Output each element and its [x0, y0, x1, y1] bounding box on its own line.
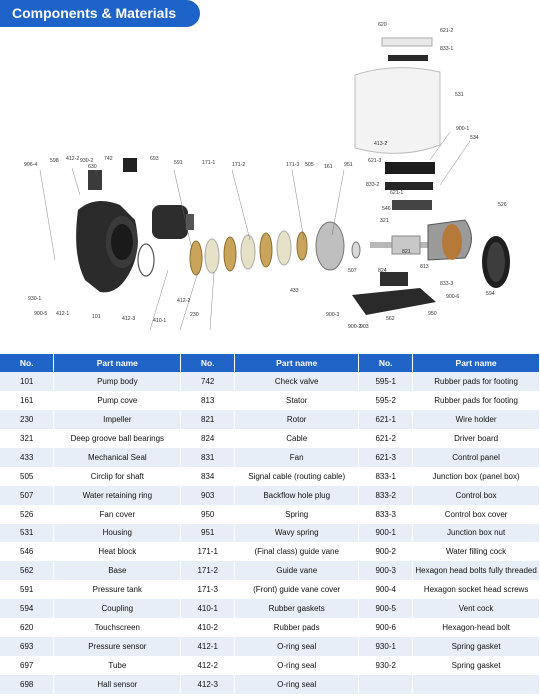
part-name: Wire holder	[413, 410, 540, 429]
part-name: Impeller	[54, 410, 181, 429]
part-number: 230	[0, 410, 54, 429]
part-number: 410-1	[181, 599, 235, 618]
callout-620: 620	[378, 22, 387, 28]
callout-930-1: 930-1	[28, 296, 42, 302]
callout-412-2-lower: 412-2	[177, 298, 191, 304]
callout-161: 161	[324, 164, 333, 170]
part-number: 321	[0, 429, 54, 448]
part-name: Spring gasket	[413, 656, 540, 675]
part-name: Junction box (panel box)	[413, 467, 540, 486]
part-name: Check valve	[235, 372, 359, 391]
table-row	[0, 372, 540, 391]
part-name: Water retaining ring	[54, 486, 181, 505]
callout-412-3: 412-3	[122, 316, 136, 322]
part-number: 930-1	[359, 637, 413, 656]
part-name: Control box cover	[413, 505, 540, 524]
callout-410-1: 410-1	[153, 318, 167, 324]
callout-900-5: 900-5	[34, 311, 48, 317]
part-name: Hexagon socket head screws	[413, 580, 540, 599]
header-part-name-1: Part name	[54, 354, 181, 372]
part-number: 693	[0, 637, 54, 656]
callout-813: 813	[420, 264, 429, 270]
callout-621-2: 621-2	[440, 28, 454, 34]
part-number: 900-2	[359, 542, 413, 561]
parts-table	[0, 354, 540, 694]
callout-900-3: 900-3	[326, 312, 340, 318]
part-number: 824	[181, 429, 235, 448]
callout-906-4: 906-4	[24, 162, 38, 168]
header-no-1: No.	[0, 354, 54, 372]
callout-433: 433	[290, 288, 299, 294]
callout-621-1: 621-1	[390, 190, 404, 196]
callout-621-3: 621-3	[368, 158, 382, 164]
callout-821: 821	[402, 249, 411, 255]
part-name: Pressure sensor	[54, 637, 181, 656]
housing	[355, 68, 440, 154]
table-row	[0, 448, 540, 467]
part-name: Deep groove ball bearings	[54, 429, 181, 448]
control-box	[388, 55, 428, 61]
table-row	[0, 675, 540, 694]
part-name: Signal cable (routing cable)	[235, 467, 359, 486]
check-valve	[88, 170, 102, 190]
part-name: Guide vane	[235, 561, 359, 580]
callout-526: 526	[498, 202, 507, 208]
pressure-tank	[152, 205, 188, 239]
part-name: Spring	[235, 505, 359, 524]
part-number: 833-1	[359, 467, 413, 486]
callout-903: 903	[360, 324, 369, 330]
part-name: Pump cove	[54, 391, 181, 410]
part-name: Fan	[235, 448, 359, 467]
part-number: 821	[181, 410, 235, 429]
part-name: Touchscreen	[54, 618, 181, 637]
part-name: Hexagon head bolts fully threaded	[413, 561, 540, 580]
part-number: 903	[181, 486, 235, 505]
header-no-2: No.	[181, 354, 235, 372]
part-name: O-ring seal	[235, 675, 359, 694]
table-row	[0, 580, 540, 599]
control-box-cover	[382, 38, 432, 46]
callout-321: 321	[380, 218, 389, 224]
part-name: Coupling	[54, 599, 181, 618]
callout-230: 230	[190, 312, 199, 318]
part-number: 831	[181, 448, 235, 467]
part-number: 950	[181, 505, 235, 524]
part-name: Pressure tank	[54, 580, 181, 599]
part-number: 101	[0, 372, 54, 391]
callout-101: 101	[92, 314, 101, 320]
part-number: 433	[0, 448, 54, 467]
table-row	[0, 656, 540, 675]
table-row	[0, 486, 540, 505]
pressure-tank-cap	[186, 214, 194, 230]
callout-930-2: 930-2	[80, 158, 94, 164]
part-number: 531	[0, 524, 54, 543]
junction-box	[380, 272, 408, 286]
part-name: O-ring seal	[235, 637, 359, 656]
part-number: 833-3	[359, 505, 413, 524]
part-name: Fan cover	[54, 505, 181, 524]
part-name: Hexagon-head bolt	[413, 618, 540, 637]
part-number: 834	[181, 467, 235, 486]
part-name: Vent cock	[413, 599, 540, 618]
table-row	[0, 637, 540, 656]
part-number: 900-3	[359, 561, 413, 580]
table-row	[0, 467, 540, 486]
part-name: Cable	[235, 429, 359, 448]
part-name: Tube	[54, 656, 181, 675]
part-name: Spring gasket	[413, 637, 540, 656]
part-name: Heat block	[54, 542, 181, 561]
callout-833-2: 833-2	[366, 182, 380, 188]
callout-412-1: 412-1	[56, 311, 70, 317]
callout-413-2: 413-2	[374, 141, 388, 147]
parts-table-header	[0, 354, 540, 372]
pump-cover	[316, 222, 344, 270]
part-number: 621-1	[359, 410, 413, 429]
callout-505: 505	[305, 162, 314, 168]
part-name: Hall sensor	[54, 675, 181, 694]
table-row	[0, 524, 540, 543]
header-part-name-3: Part name	[413, 354, 540, 372]
part-number: 900-1	[359, 524, 413, 543]
mechanical-seal	[352, 242, 360, 258]
table-row	[0, 429, 540, 448]
part-number: 507	[0, 486, 54, 505]
part-name: O-ring seal	[235, 656, 359, 675]
o-ring	[138, 244, 154, 276]
part-number: 412-3	[181, 675, 235, 694]
part-number: 595-1	[359, 372, 413, 391]
fan-cover-inner	[487, 242, 505, 282]
callout-951: 951	[344, 162, 353, 168]
table-row	[0, 505, 540, 524]
section-title: Components & Materials	[12, 5, 177, 21]
callout-693: 693	[150, 156, 159, 162]
callout-598: 598	[50, 158, 59, 164]
part-number: 742	[181, 372, 235, 391]
table-row	[0, 618, 540, 637]
part-number: 698	[0, 675, 54, 694]
part-number	[359, 675, 413, 694]
part-number: 526	[0, 505, 54, 524]
part-name: (Front) guide vane cover	[235, 580, 359, 599]
part-name: Control box	[413, 486, 540, 505]
part-name: Rotor	[235, 410, 359, 429]
part-number: 900-6	[359, 618, 413, 637]
callout-531: 531	[455, 92, 464, 98]
part-number: 171-1	[181, 542, 235, 561]
callout-171-2: 171-2	[232, 162, 246, 168]
part-name: Water filling cock	[413, 542, 540, 561]
callout-562: 562	[386, 316, 395, 322]
part-name: Rubber pads	[235, 618, 359, 637]
part-number: 620	[0, 618, 54, 637]
callout-630: 630	[88, 164, 97, 170]
part-name: Backflow hole plug	[235, 486, 359, 505]
part-number: 410-2	[181, 618, 235, 637]
pump-inlet-ring	[111, 224, 133, 260]
callout-742: 742	[104, 156, 113, 162]
guide-vanes	[190, 231, 307, 275]
part-name: Rubber pads for footing	[413, 391, 540, 410]
callout-824: 824	[378, 268, 387, 274]
part-number: 161	[0, 391, 54, 410]
callout-833-1: 833-1	[440, 46, 454, 52]
part-number: 171-2	[181, 561, 235, 580]
part-name: Housing	[54, 524, 181, 543]
table-row	[0, 542, 540, 561]
callout-591: 591	[174, 160, 183, 166]
callout-546: 546	[382, 206, 391, 212]
part-number: 951	[181, 524, 235, 543]
part-number: 171-3	[181, 580, 235, 599]
table-row	[0, 391, 540, 410]
part-name: Driver board	[413, 429, 540, 448]
header-part-name-2: Part name	[235, 354, 359, 372]
part-number: 813	[181, 391, 235, 410]
part-name: Circlip for shaft	[54, 467, 181, 486]
part-name: Base	[54, 561, 181, 580]
part-name: (Final class) guide vane	[235, 542, 359, 561]
callout-412-2: 412-2	[66, 156, 80, 162]
part-number: 505	[0, 467, 54, 486]
part-name	[413, 675, 540, 694]
callout-833-3: 833-3	[440, 281, 454, 287]
part-number: 562	[0, 561, 54, 580]
callout-950: 950	[428, 311, 437, 317]
table-row	[0, 410, 540, 429]
table-row	[0, 561, 540, 580]
part-number: 595-2	[359, 391, 413, 410]
part-name: Rubber pads for footing	[413, 372, 540, 391]
header-no-3: No.	[359, 354, 413, 372]
part-number: 930-2	[359, 656, 413, 675]
driver-board	[385, 162, 435, 174]
part-number: 594	[0, 599, 54, 618]
callout-900-1: 900-1	[456, 126, 470, 132]
callout-594: 594	[486, 291, 495, 297]
part-number: 900-4	[359, 580, 413, 599]
part-name: Stator	[235, 391, 359, 410]
control-panel	[385, 182, 433, 190]
part-number: 591	[0, 580, 54, 599]
parts-table-body	[0, 372, 540, 694]
part-number: 412-1	[181, 637, 235, 656]
heat-block	[392, 200, 432, 210]
callout-171-1: 171-1	[202, 160, 216, 166]
part-number: 546	[0, 542, 54, 561]
part-name: Rubber gaskets	[235, 599, 359, 618]
base	[352, 288, 436, 315]
part-name: Mechanical Seal	[54, 448, 181, 467]
part-number: 900-5	[359, 599, 413, 618]
stator-winding	[442, 224, 462, 260]
part-number: 621-2	[359, 429, 413, 448]
callout-900-2: 900-2	[348, 324, 362, 330]
part-number: 833-2	[359, 486, 413, 505]
part-number: 621-3	[359, 448, 413, 467]
callout-534: 534	[470, 135, 479, 141]
table-row	[0, 599, 540, 618]
callout-171-3: 171-3	[286, 162, 300, 168]
part-name: Wavy spring	[235, 524, 359, 543]
pressure-sensor	[123, 158, 137, 172]
callout-507: 507	[348, 268, 357, 274]
callout-900-6: 900-6	[446, 294, 460, 300]
exploded-view-diagram	[0, 10, 540, 340]
part-number: 697	[0, 656, 54, 675]
part-name: Pump body	[54, 372, 181, 391]
part-number: 412-2	[181, 656, 235, 675]
part-name: Control panel	[413, 448, 540, 467]
part-name: Junction box nut	[413, 524, 540, 543]
